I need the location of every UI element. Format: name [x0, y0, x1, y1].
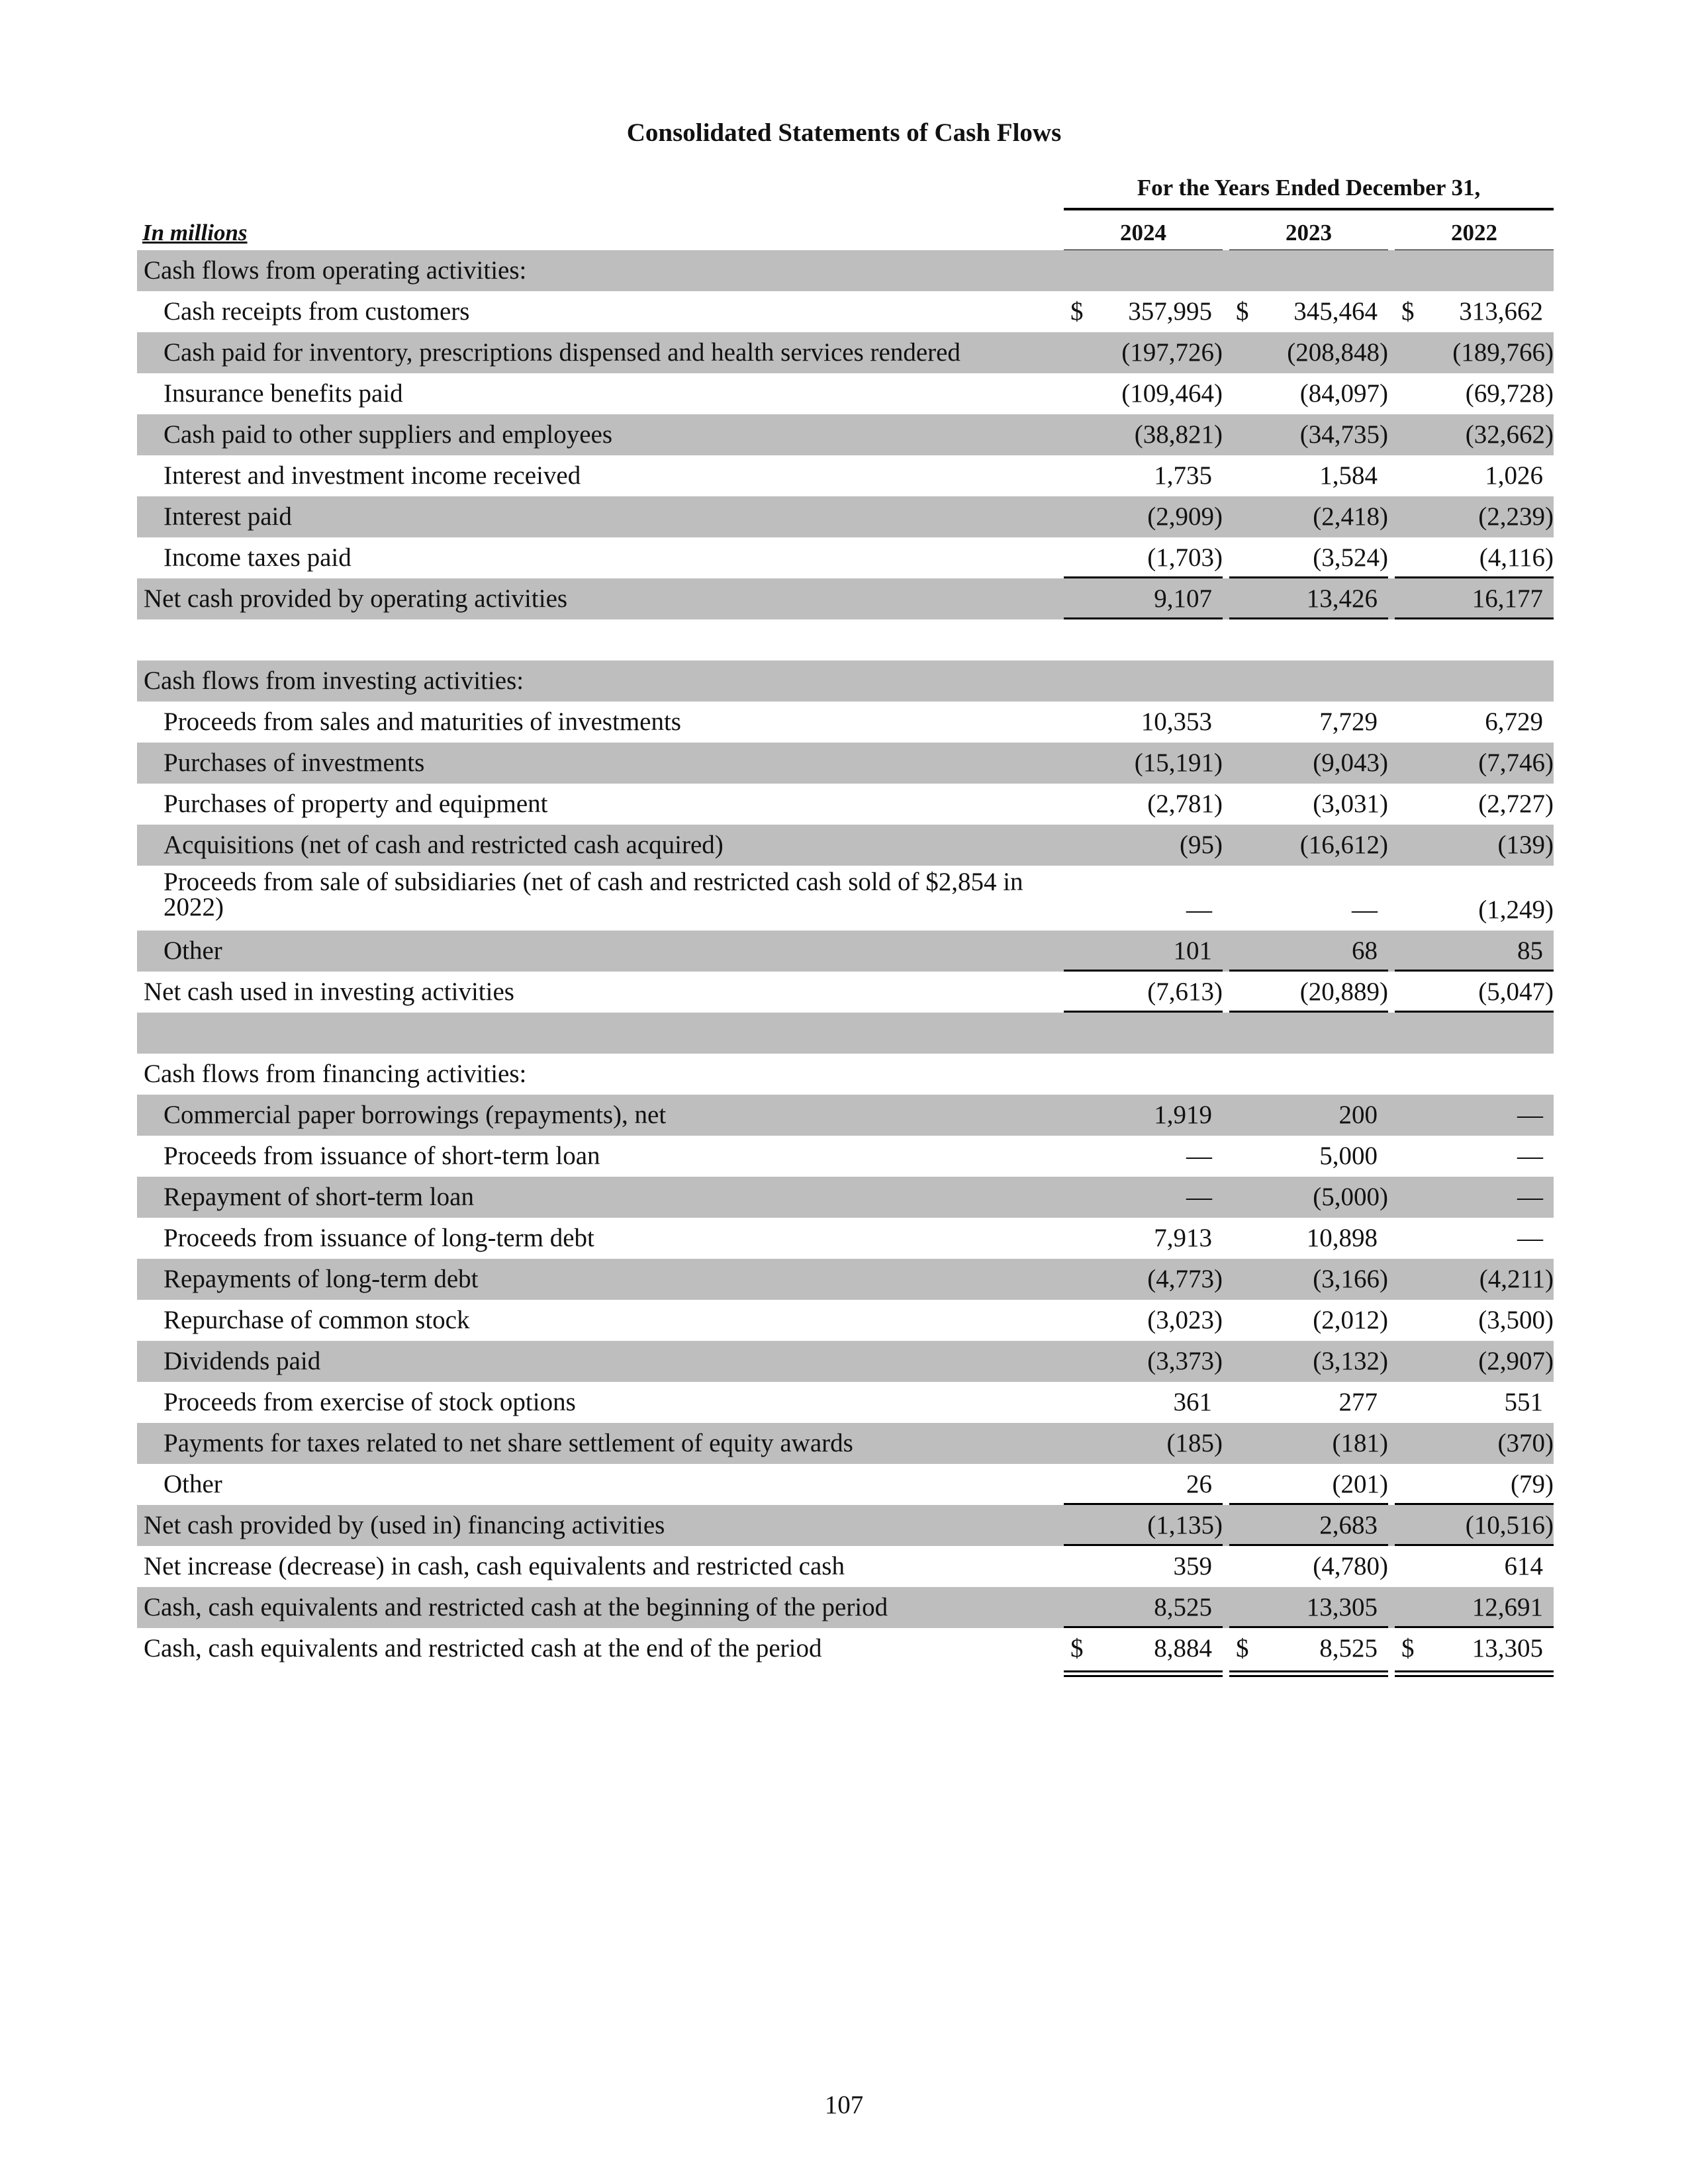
cell-value: 1,735 [1154, 461, 1212, 490]
value-cell-2024 [1064, 702, 1223, 743]
row-label: Cash paid for inventory, prescriptions dispensed and health services rendered [164, 338, 961, 367]
row-label: Interest paid [164, 502, 292, 531]
value-cell-2022 [1395, 619, 1554, 660]
cell-value: 1,584 [1319, 461, 1378, 490]
row-label: Insurance benefits paid [164, 379, 403, 408]
value-cell-2022 [1395, 1546, 1554, 1587]
row-label: Net cash used in investing activities [144, 978, 514, 1006]
row-label: Interest and investment income received [164, 461, 581, 490]
value-cell-2024 [1064, 784, 1223, 825]
unit-label: In millions [142, 220, 248, 246]
table-row [137, 291, 1554, 332]
value-cell-2024 [1064, 825, 1223, 866]
value-cell-2023 [1229, 972, 1388, 1013]
value-cell-2024 [1064, 1423, 1223, 1464]
cell-value: (95) [1180, 831, 1223, 859]
value-cell-2024 [1064, 1218, 1223, 1259]
row-label: Payments for taxes related to net share settlement of equity awards [164, 1429, 853, 1457]
value-cell-2022 [1395, 825, 1554, 866]
table-row [137, 373, 1554, 414]
cell-value: 13,305 [1306, 1593, 1378, 1621]
table-row [137, 250, 1554, 291]
cell-value: 5,000 [1319, 1142, 1378, 1170]
value-cell-2022 [1395, 1300, 1554, 1341]
cell-value: (4,211) [1479, 1265, 1554, 1293]
table-row [137, 825, 1554, 866]
value-cell-2024 [1064, 660, 1223, 702]
value-cell-2022 [1395, 455, 1554, 496]
cell-value: — [1517, 1142, 1543, 1170]
value-cell-2022 [1395, 784, 1554, 825]
currency-symbol: $ [1236, 1634, 1249, 1662]
row-label: Cash flows from financing activities: [144, 1060, 527, 1088]
cell-value: (2,909) [1147, 502, 1223, 531]
value-cell-2024 [1064, 1505, 1223, 1546]
value-cell-2022 [1395, 660, 1554, 702]
value-cell-2024 [1064, 1382, 1223, 1423]
value-cell-2022 [1395, 1587, 1554, 1628]
row-label: Commercial paper borrowings (repayments), net [164, 1101, 667, 1129]
value-cell-2023 [1229, 1259, 1388, 1300]
value-cell-2022 [1395, 972, 1554, 1013]
row-label: Proceeds from sale of subsidiaries (net of cash and restricted cash sold of $2,854 in 2022) [164, 868, 1023, 921]
value-cell-2023 [1229, 825, 1388, 866]
cell-value: 13,305 [1472, 1634, 1543, 1662]
table-row [137, 1013, 1554, 1054]
value-cell-2022 [1395, 931, 1554, 972]
cell-value: (3,500) [1478, 1306, 1554, 1334]
year-header-2023: 2023 [1286, 220, 1332, 246]
table-row [137, 1136, 1554, 1177]
cash-flow-table [137, 250, 1554, 1669]
table-row [137, 1464, 1554, 1505]
value-cell-2024 [1064, 1300, 1223, 1341]
cell-value: 13,426 [1306, 584, 1378, 613]
value-cell-2023 [1229, 1300, 1388, 1341]
table-row [137, 537, 1554, 578]
value-cell-2022 [1395, 1013, 1554, 1054]
value-cell-2023 [1229, 931, 1388, 972]
value-cell-2022 [1395, 1341, 1554, 1382]
value-cell-2024 [1064, 291, 1223, 332]
currency-symbol: $ [1401, 297, 1415, 326]
table-row [137, 496, 1554, 537]
value-cell-2024 [1064, 1136, 1223, 1177]
value-cell-2024 [1064, 1628, 1223, 1669]
row-label: Repurchase of common stock [164, 1306, 470, 1334]
cell-value: 361 [1173, 1388, 1212, 1416]
table-row [137, 1300, 1554, 1341]
table-row [137, 1054, 1554, 1095]
value-cell-2024 [1064, 537, 1223, 578]
currency-symbol: $ [1401, 1634, 1415, 1662]
value-cell-2024 [1064, 1464, 1223, 1505]
cell-value: — [1186, 1142, 1212, 1170]
cell-value: 68 [1352, 936, 1378, 965]
value-cell-2022 [1395, 1095, 1554, 1136]
value-cell-2023 [1229, 373, 1388, 414]
cell-value: 614 [1504, 1552, 1543, 1580]
table-row [137, 1177, 1554, 1218]
table-row [137, 784, 1554, 825]
table-row [137, 1259, 1554, 1300]
row-label: Proceeds from sales and maturities of investments [164, 707, 681, 736]
table-row [137, 332, 1554, 373]
value-cell-2022 [1395, 702, 1554, 743]
cell-value: — [1352, 895, 1378, 924]
cell-value: (4,116) [1479, 543, 1554, 572]
value-cell-2022 [1395, 1177, 1554, 1218]
cell-value: (7,746) [1478, 749, 1554, 777]
row-label: Purchases of property and equipment [164, 790, 548, 818]
table-row [137, 1628, 1554, 1669]
value-cell-2023 [1229, 866, 1388, 931]
cell-value: 200 [1338, 1101, 1378, 1129]
cell-value: (139) [1497, 831, 1554, 859]
cell-value: 7,913 [1154, 1224, 1212, 1252]
row-label: Other [164, 936, 222, 965]
value-cell-2024 [1064, 1177, 1223, 1218]
value-cell-2023 [1229, 1341, 1388, 1382]
value-cell-2022 [1395, 291, 1554, 332]
value-cell-2022 [1395, 1136, 1554, 1177]
cell-value: 8,525 [1154, 1593, 1212, 1621]
row-label: Dividends paid [164, 1347, 321, 1375]
cell-value: 6,729 [1485, 707, 1543, 736]
table-row [137, 1505, 1554, 1546]
value-cell-2022 [1395, 373, 1554, 414]
value-cell-2022 [1395, 578, 1554, 619]
value-cell-2023 [1229, 537, 1388, 578]
cell-value: — [1186, 1183, 1212, 1211]
cell-value: 10,898 [1306, 1224, 1378, 1252]
table-row [137, 743, 1554, 784]
value-cell-2024 [1064, 743, 1223, 784]
value-cell-2023 [1229, 1587, 1388, 1628]
cell-value: 16,177 [1472, 584, 1543, 613]
value-cell-2024 [1064, 1546, 1223, 1587]
row-label: Proceeds from issuance of short-term loan [164, 1142, 600, 1170]
value-cell-2023 [1229, 784, 1388, 825]
value-cell-2023 [1229, 1628, 1388, 1669]
table-row [137, 1587, 1554, 1628]
row-label: Proceeds from issuance of long-term debt [164, 1224, 594, 1252]
value-cell-2023 [1229, 1382, 1388, 1423]
cell-value: (185) [1166, 1429, 1223, 1457]
table-row [137, 619, 1554, 660]
table-row [137, 455, 1554, 496]
value-cell-2024 [1064, 250, 1223, 291]
value-cell-2023 [1229, 578, 1388, 619]
row-label: Cash, cash equivalents and restricted cash at the beginning of the period [144, 1593, 888, 1621]
value-cell-2023 [1229, 619, 1388, 660]
cell-value: 26 [1186, 1470, 1212, 1498]
table-row [137, 414, 1554, 455]
row-label: Net cash provided by operating activities [144, 584, 568, 613]
value-cell-2023 [1229, 1177, 1388, 1218]
table-row [137, 1341, 1554, 1382]
value-cell-2023 [1229, 332, 1388, 373]
value-cell-2023 [1229, 1218, 1388, 1259]
cell-value: (10,516) [1465, 1511, 1554, 1539]
value-cell-2024 [1064, 866, 1223, 931]
cell-value: 345,464 [1293, 297, 1378, 326]
cell-value: 9,107 [1154, 584, 1212, 613]
cell-value: 8,525 [1319, 1634, 1378, 1662]
cell-value: (1,249) [1478, 895, 1554, 924]
value-cell-2022 [1395, 1505, 1554, 1546]
value-cell-2023 [1229, 1095, 1388, 1136]
cell-value: (7,613) [1147, 978, 1223, 1006]
cell-value: (3,166) [1313, 1265, 1388, 1293]
cell-value: (2,727) [1478, 790, 1554, 818]
value-cell-2023 [1229, 660, 1388, 702]
cell-value: — [1186, 895, 1212, 924]
row-label: Net cash provided by (used in) financing activities [144, 1511, 665, 1539]
value-cell-2022 [1395, 1382, 1554, 1423]
year-header-2024: 2024 [1120, 220, 1166, 246]
cell-value: (32,662) [1465, 420, 1554, 449]
cell-value: (15,191) [1134, 749, 1223, 777]
value-cell-2024 [1064, 1587, 1223, 1628]
cell-value: (1,135) [1147, 1511, 1223, 1539]
cell-value: 1,919 [1154, 1101, 1212, 1129]
cell-value: (3,373) [1147, 1347, 1223, 1375]
cell-value: 7,729 [1319, 707, 1378, 736]
value-cell-2024 [1064, 972, 1223, 1013]
cell-value: (3,524) [1313, 543, 1388, 572]
table-row [137, 1423, 1554, 1464]
cell-value: (79) [1511, 1470, 1554, 1498]
value-cell-2023 [1229, 1013, 1388, 1054]
value-cell-2022 [1395, 1628, 1554, 1669]
cell-value: (3,023) [1147, 1306, 1223, 1334]
cell-value: (3,031) [1313, 790, 1388, 818]
value-cell-2024 [1064, 373, 1223, 414]
cell-value: — [1517, 1224, 1543, 1252]
value-cell-2022 [1395, 1218, 1554, 1259]
value-cell-2022 [1395, 743, 1554, 784]
table-row [137, 702, 1554, 743]
value-cell-2023 [1229, 414, 1388, 455]
cell-value: (9,043) [1313, 749, 1388, 777]
value-cell-2024 [1064, 455, 1223, 496]
value-cell-2022 [1395, 537, 1554, 578]
row-label: Cash receipts from customers [164, 297, 470, 326]
value-cell-2023 [1229, 1136, 1388, 1177]
row-label: Cash flows from investing activities: [144, 666, 524, 695]
statement-title: Consolidated Statements of Cash Flows [626, 118, 1062, 147]
value-cell-2023 [1229, 702, 1388, 743]
table-row [137, 1095, 1554, 1136]
cell-value: (1,703) [1147, 543, 1223, 572]
value-cell-2023 [1229, 1546, 1388, 1587]
value-cell-2022 [1395, 1259, 1554, 1300]
currency-symbol: $ [1070, 1634, 1084, 1662]
value-cell-2022 [1395, 496, 1554, 537]
row-label: Repayments of long-term debt [164, 1265, 479, 1293]
cell-value: (2,418) [1313, 502, 1388, 531]
value-cell-2023 [1229, 1423, 1388, 1464]
cell-value: (4,780) [1313, 1552, 1388, 1580]
table-row [137, 1218, 1554, 1259]
cell-value: 2,683 [1319, 1511, 1378, 1539]
value-cell-2022 [1395, 414, 1554, 455]
table-row [137, 972, 1554, 1013]
cell-value: 12,691 [1472, 1593, 1543, 1621]
value-cell-2022 [1395, 1423, 1554, 1464]
table-row [137, 1382, 1554, 1423]
cell-value: 101 [1173, 936, 1212, 965]
cell-value: 85 [1517, 936, 1543, 965]
cell-value: 359 [1173, 1552, 1212, 1580]
cell-value: 8,884 [1154, 1634, 1212, 1662]
cell-value: (181) [1332, 1429, 1388, 1457]
cell-value: (38,821) [1134, 420, 1223, 449]
table-row [137, 660, 1554, 702]
cell-value: — [1517, 1183, 1543, 1211]
cell-value: 277 [1338, 1388, 1378, 1416]
value-cell-2024 [1064, 1341, 1223, 1382]
value-cell-2023 [1229, 250, 1388, 291]
value-cell-2024 [1064, 619, 1223, 660]
cell-value: (16,612) [1299, 831, 1388, 859]
header-rule [1064, 208, 1554, 210]
table-row [137, 866, 1554, 931]
value-cell-2024 [1064, 414, 1223, 455]
row-label: Income taxes paid [164, 543, 352, 572]
value-cell-2024 [1064, 1013, 1223, 1054]
value-cell-2022 [1395, 866, 1554, 931]
value-cell-2022 [1395, 1464, 1554, 1505]
value-cell-2023 [1229, 455, 1388, 496]
currency-symbol: $ [1236, 297, 1249, 326]
cell-value: 1,026 [1485, 461, 1543, 490]
value-cell-2022 [1395, 332, 1554, 373]
year-header-2022: 2022 [1451, 220, 1497, 246]
value-cell-2024 [1064, 1054, 1223, 1095]
value-cell-2024 [1064, 496, 1223, 537]
cell-value: (2,907) [1478, 1347, 1554, 1375]
cell-value: — [1517, 1101, 1543, 1129]
table-row [137, 1546, 1554, 1587]
row-label: Other [164, 1470, 222, 1498]
cell-value: (5,000) [1313, 1183, 1388, 1211]
cell-value: 357,995 [1128, 297, 1212, 326]
cell-value: 551 [1504, 1388, 1543, 1416]
row-label: Cash paid to other suppliers and employees [164, 420, 613, 449]
row-label: Cash flows from operating activities: [144, 256, 527, 285]
value-cell-2024 [1064, 332, 1223, 373]
period-column-header: For the Years Ended December 31, [1137, 175, 1481, 201]
row-label: Cash, cash equivalents and restricted cash at the end of the period [144, 1634, 822, 1662]
cell-value: (2,012) [1313, 1306, 1388, 1334]
table-row [137, 578, 1554, 619]
cell-value: (34,735) [1299, 420, 1388, 449]
cell-value: (3,132) [1313, 1347, 1388, 1375]
row-label: Proceeds from exercise of stock options [164, 1388, 576, 1416]
cell-value: (20,889) [1299, 978, 1388, 1006]
value-cell-2024 [1064, 931, 1223, 972]
table-row [137, 931, 1554, 972]
value-cell-2023 [1229, 291, 1388, 332]
row-label: Acquisitions (net of cash and restricted cash acquired) [164, 831, 724, 859]
value-cell-2024 [1064, 1095, 1223, 1136]
cell-value: 10,353 [1141, 707, 1212, 736]
cell-value: (370) [1497, 1429, 1554, 1457]
value-cell-2022 [1395, 250, 1554, 291]
cell-value: 313,662 [1459, 297, 1543, 326]
value-cell-2023 [1229, 1464, 1388, 1505]
row-label: Repayment of short-term loan [164, 1183, 474, 1211]
value-cell-2022 [1395, 1054, 1554, 1095]
value-cell-2023 [1229, 1054, 1388, 1095]
cell-value: (84,097) [1299, 379, 1388, 408]
currency-symbol: $ [1070, 297, 1084, 326]
value-cell-2023 [1229, 1505, 1388, 1546]
value-cell-2024 [1064, 578, 1223, 619]
cell-value: (5,047) [1478, 978, 1554, 1006]
row-label: Net increase (decrease) in cash, cash equivalents and restricted cash [144, 1552, 845, 1580]
value-cell-2024 [1064, 1259, 1223, 1300]
value-cell-2023 [1229, 743, 1388, 784]
cell-value: (69,728) [1465, 379, 1554, 408]
cell-value: (201) [1332, 1470, 1388, 1498]
cell-value: (197,726) [1121, 338, 1223, 367]
cell-value: (208,848) [1287, 338, 1388, 367]
cell-value: (2,781) [1147, 790, 1223, 818]
cell-value: (189,766) [1452, 338, 1554, 367]
cell-value: (4,773) [1147, 1265, 1223, 1293]
page-number: 107 [824, 2091, 864, 2119]
value-cell-2023 [1229, 496, 1388, 537]
cell-value: (2,239) [1478, 502, 1554, 531]
cell-value: (109,464) [1121, 379, 1223, 408]
row-label: Purchases of investments [164, 749, 425, 777]
